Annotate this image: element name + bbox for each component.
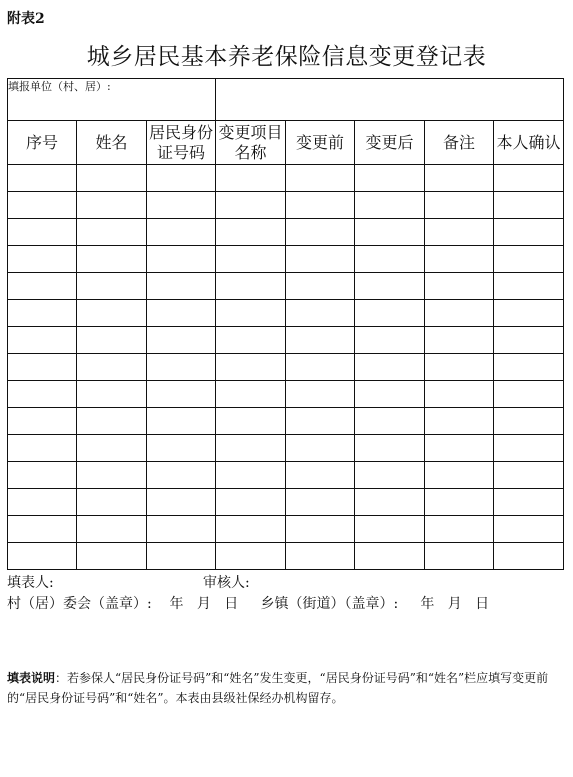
reporting-unit-label: 填报单位（村、居）: [8,79,216,121]
table-cell[interactable] [286,273,355,300]
column-header: 备注 [425,121,494,165]
table-cell[interactable] [77,435,147,462]
table-cell[interactable] [355,489,425,516]
table-cell[interactable] [355,462,425,489]
table-cell[interactable] [355,165,425,192]
table-cell[interactable] [425,462,494,489]
table-cell[interactable] [425,381,494,408]
reporting-unit-field[interactable] [216,79,564,121]
table-cell[interactable] [494,408,564,435]
table-cell[interactable] [216,381,286,408]
table-cell[interactable] [286,489,355,516]
table-cell[interactable] [355,219,425,246]
table-row [8,408,564,435]
table-cell[interactable] [8,381,77,408]
table-cell[interactable] [494,489,564,516]
table-cell[interactable] [355,516,425,543]
table-cell[interactable] [77,408,147,435]
table-cell[interactable] [425,489,494,516]
table-cell[interactable] [494,354,564,381]
table-cell[interactable] [286,300,355,327]
table-row [8,246,564,273]
table-cell[interactable] [425,300,494,327]
table-cell[interactable] [147,219,216,246]
table-cell[interactable] [147,192,216,219]
table-cell[interactable] [494,462,564,489]
table-cell[interactable] [494,543,564,570]
table-cell[interactable] [216,462,286,489]
table-row [8,300,564,327]
table-cell[interactable] [147,489,216,516]
column-header: 变更后 [355,121,425,165]
table-cell[interactable] [425,354,494,381]
table-cell[interactable] [8,192,77,219]
signers-line [7,572,563,592]
table-cell[interactable] [147,543,216,570]
table-cell[interactable] [8,300,77,327]
table-cell[interactable] [216,435,286,462]
table-cell[interactable] [425,408,494,435]
table-cell[interactable] [216,246,286,273]
table-cell[interactable] [8,327,77,354]
table-cell[interactable] [355,192,425,219]
table-row [8,543,564,570]
table-cell[interactable] [216,543,286,570]
table-cell[interactable] [355,354,425,381]
table-row [8,381,564,408]
table-cell[interactable] [77,354,147,381]
table-cell[interactable] [216,273,286,300]
table-cell[interactable] [286,435,355,462]
table-cell[interactable] [8,273,77,300]
column-header: 本人确认 [494,121,564,165]
table-row [8,516,564,543]
table-cell[interactable] [216,489,286,516]
table-cell[interactable] [77,246,147,273]
table-cell[interactable] [77,273,147,300]
table-cell[interactable] [8,489,77,516]
table-cell[interactable] [147,381,216,408]
table-cell[interactable] [494,435,564,462]
table-cell[interactable] [8,246,77,273]
table-cell[interactable] [425,327,494,354]
table-cell[interactable] [355,543,425,570]
table-cell[interactable] [216,300,286,327]
table-cell[interactable] [147,435,216,462]
table-cell[interactable] [355,273,425,300]
table-cell[interactable] [286,543,355,570]
table-cell[interactable] [147,516,216,543]
instructions-text: ：若参保人“居民身份证号码”和“姓名”发生变更，“居民身份证号码”和“姓名”栏应填写变更前的“居民身份证号码”和“姓名”。本表由县级社保经办机构留存。 [7,671,549,705]
table-cell[interactable] [8,516,77,543]
table-cell[interactable] [355,435,425,462]
table-cell[interactable] [77,543,147,570]
table-row [8,354,564,381]
table-cell[interactable] [8,435,77,462]
table-cell[interactable] [355,408,425,435]
table-cell[interactable] [147,327,216,354]
column-header: 姓名 [77,121,147,165]
table-cell[interactable] [425,516,494,543]
form-title: 城乡居民基本养老保险信息变更登记表 [86,44,487,70]
table-cell[interactable] [216,516,286,543]
table-cell[interactable] [494,516,564,543]
table-cell[interactable] [8,408,77,435]
table-cell[interactable] [77,381,147,408]
table-row [8,219,564,246]
table-cell[interactable] [494,327,564,354]
table-cell[interactable] [8,219,77,246]
table-row [8,192,564,219]
table-cell[interactable] [77,516,147,543]
table-cell[interactable] [147,273,216,300]
instructions-label: 填表说明 [7,671,56,685]
table-cell[interactable] [216,354,286,381]
table-cell[interactable] [355,300,425,327]
table-cell[interactable] [286,246,355,273]
table-cell[interactable] [425,165,494,192]
table-cell[interactable] [286,192,355,219]
table-cell[interactable] [77,192,147,219]
reviewer-label: 审核人: [203,575,250,591]
table-cell[interactable] [494,246,564,273]
table-cell[interactable] [425,192,494,219]
table-row [8,165,564,192]
column-header: 变更前 [286,121,355,165]
table-cell[interactable] [147,408,216,435]
table-cell[interactable] [494,165,564,192]
table-cell[interactable] [425,435,494,462]
table-cell[interactable] [216,192,286,219]
table-cell[interactable] [77,219,147,246]
table-cell[interactable] [286,381,355,408]
column-header: 变更项目名称 [216,121,286,165]
column-header: 序号 [8,121,77,165]
table-cell[interactable] [355,327,425,354]
table-cell[interactable] [77,489,147,516]
table-cell[interactable] [8,165,77,192]
table-cell[interactable] [425,273,494,300]
table-cell[interactable] [494,219,564,246]
table-cell[interactable] [286,219,355,246]
table-cell[interactable] [286,327,355,354]
table-row [8,327,564,354]
table-cell[interactable] [216,408,286,435]
table-cell[interactable] [286,408,355,435]
appendix-label: 附表2 [7,11,45,27]
table-cell[interactable] [286,165,355,192]
table-header-row [8,121,564,165]
table-cell[interactable] [147,354,216,381]
table-cell[interactable] [8,354,77,381]
table-cell[interactable] [425,246,494,273]
table-cell[interactable] [494,381,564,408]
seal-date-line: 村（居）委会（盖章）: 年 月 日 乡镇（街道）（盖章）: 年 月 日 [7,596,490,612]
table-cell[interactable] [286,354,355,381]
table-row [8,435,564,462]
table-cell[interactable] [147,165,216,192]
unit-row [8,79,564,121]
table-cell[interactable] [147,462,216,489]
table-row [8,462,564,489]
table-cell[interactable] [77,462,147,489]
instructions-note [7,668,563,708]
table-cell[interactable] [8,543,77,570]
table-cell[interactable] [77,327,147,354]
table-cell[interactable] [216,165,286,192]
table-cell[interactable] [494,273,564,300]
table-cell[interactable] [494,192,564,219]
table-row [8,273,564,300]
table-cell[interactable] [286,462,355,489]
table-row [8,489,564,516]
table-cell[interactable] [425,219,494,246]
table-cell[interactable] [8,462,77,489]
column-header: 居民身份证号码 [147,121,216,165]
table-cell[interactable] [216,219,286,246]
table-cell[interactable] [216,327,286,354]
table-cell[interactable] [494,300,564,327]
table-cell[interactable] [77,165,147,192]
change-registration-table [7,78,564,570]
table-cell[interactable] [147,300,216,327]
table-cell[interactable] [425,543,494,570]
table-cell[interactable] [286,516,355,543]
table-cell[interactable] [355,381,425,408]
table-cell[interactable] [147,246,216,273]
filler-label: 填表人: [7,575,54,591]
table-cell[interactable] [355,246,425,273]
table-cell[interactable] [77,300,147,327]
